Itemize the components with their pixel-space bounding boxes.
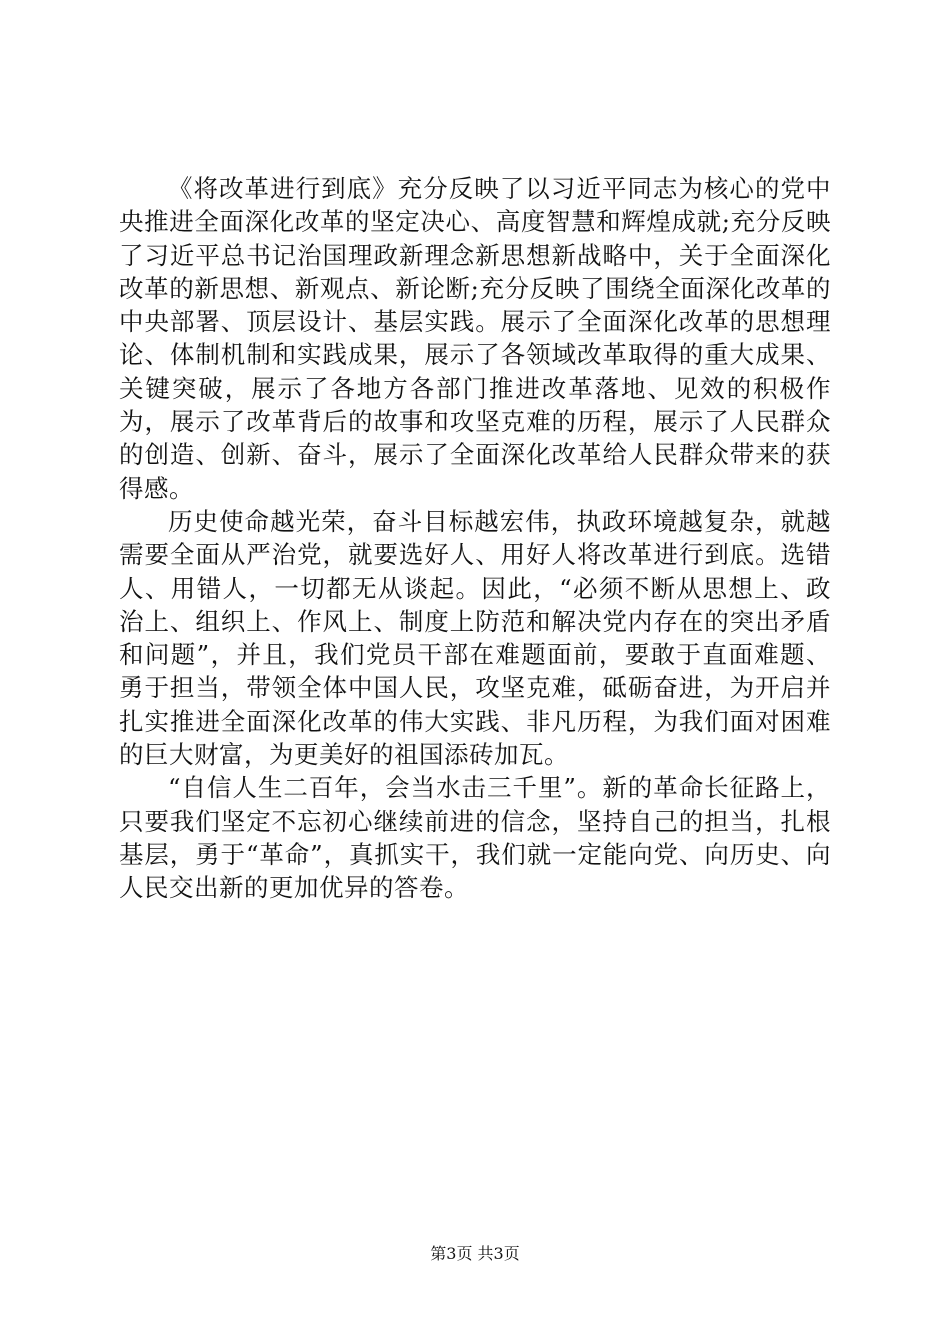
page-number-footer: 第3页 共3页 xyxy=(430,1244,520,1263)
paragraph-3: “自信人生二百年，会当水击三千里”。新的革命长征路上，只要我们坚定不忘初心继续前进的信念，坚持自己的担当，扎根基层，勇于“革命”，真抓实干，我们就一定能向党、向历史、向人民交出新的更加优异的答卷。 xyxy=(119,773,831,903)
paragraph-1: 《将改革进行到底》充分反映了以习近平同志为核心的党中央推进全面深化改革的坚定决心、高度智慧和辉煌成就;充分反映了习近平总书记治国理政新理念新思想新战略中，关于全面深化改革的新思想、新观点、新论断;充分反映了围绕全面深化改革的中央部署、顶层设计、基层实践。展示了全面深化改革的思想理论、体制机制和实践成果，展示了各领域改革取得的重大成果、关键突破，展示了各地方各部门推进改革落地、见效的积极作为，展示了改革背后的故事和攻坚克难的历程，展示了人民群众的创造、创新、奋斗，展示了全面深化改革给人民群众带来的获得感。 xyxy=(119,174,831,503)
paragraph-2: 历史使命越光荣，奋斗目标越宏伟，执政环境越复杂，就越需要全面从严治党，就要选好人、用好人将改革进行到底。选错人、用错人，一切都无从谈起。因此，“必须不断从思想上、政治上、组织上、作风上、制度上防范和解决党内存在的突出矛盾和问题”，并且，我们党员干部在难题面前，要敢于直面难题、勇于担当，带领全体中国人民，攻坚克难，砥砺奋进，为开启并扎实推进全面深化改革的伟大实践、非凡历程，为我们面对困难的巨大财富，为更美好的祖国添砖加瓦。 xyxy=(119,506,831,770)
document-body xyxy=(119,172,831,905)
